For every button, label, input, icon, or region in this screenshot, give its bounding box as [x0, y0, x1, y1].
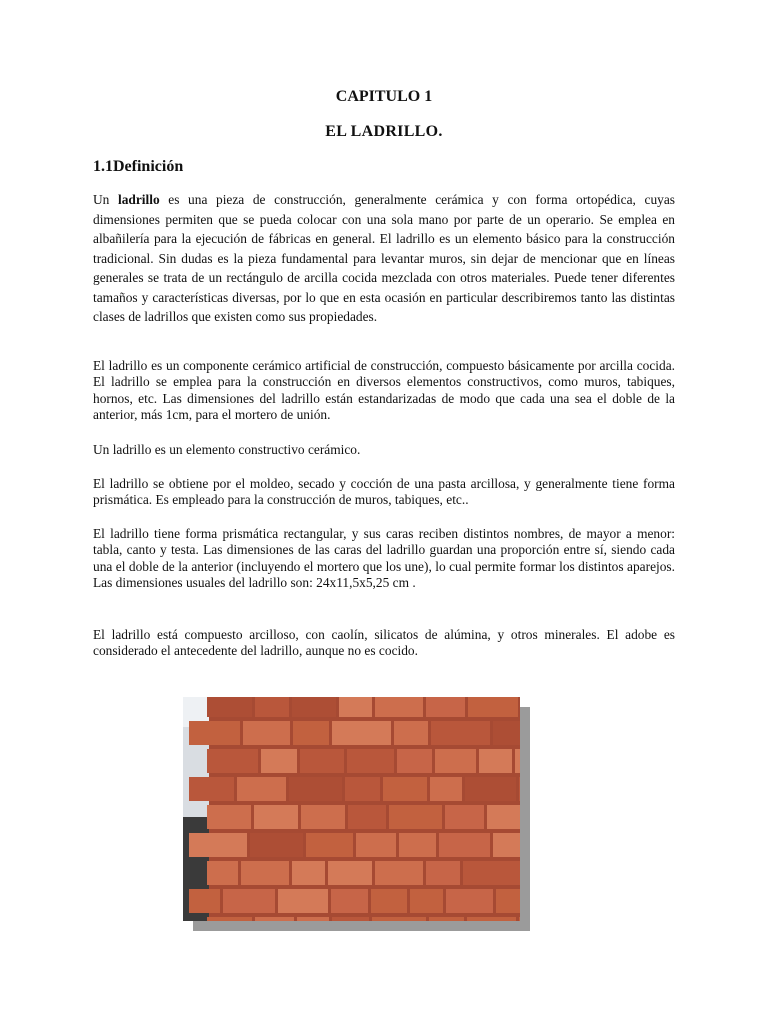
brick — [468, 697, 518, 717]
brick — [375, 697, 423, 717]
brick — [339, 697, 372, 717]
brick — [371, 889, 407, 913]
brick — [292, 697, 336, 717]
brick — [300, 749, 344, 773]
brick-stack-illustration — [183, 697, 520, 921]
brick — [515, 749, 520, 773]
brick — [189, 777, 234, 801]
brick — [223, 889, 275, 913]
brick — [399, 833, 436, 857]
brick — [496, 889, 520, 913]
paragraph-element: Un ladrillo es un elemento constructivo cerámico. — [93, 442, 361, 457]
brick — [410, 889, 443, 913]
brick — [289, 777, 342, 801]
paragraph-shape: El ladrillo tiene forma prismática rectangular, y sus caras reciben distintos nombres, de mayor a menor: tabla, canto y testa. Las dimensiones de las caras del ladrillo guardan una proporción entre sí, siendo cada una el doble de la anterior (incluyendo el mortero que los une), lo cual permite formar los distintos aparejos. Las dimensiones usuales del ladrillo son: 24x11,5x5,25 cm . — [93, 526, 675, 590]
brick-photo-figure — [183, 697, 520, 921]
brick — [207, 805, 251, 829]
brick — [292, 861, 325, 885]
brick — [332, 917, 369, 921]
brick — [389, 805, 442, 829]
brick — [426, 697, 465, 717]
brick — [189, 833, 247, 857]
brick — [347, 749, 394, 773]
brick — [465, 777, 516, 801]
paragraph-component: El ladrillo es un componente cerámico artificial de construcción, compuesto básicamente por arcilla cocida. El ladrillo se emplea para la construcción en diversos elementos constructivos, como muros, tabiques, hornos, etc. Las dimensiones del ladrillo están estandarizadas de modo que cada una sea el doble de la anterior, más 1cm, para el mortero de unión. — [93, 358, 675, 422]
brick — [479, 749, 512, 773]
brick — [394, 721, 428, 745]
bold-term: ladrillo — [117, 192, 160, 207]
brick — [345, 777, 380, 801]
brick — [430, 777, 462, 801]
paragraph-body-text: es una pieza de construcción, generalmente cerámica y con forma ortopédica, cuyas dimensiones permiten que se pueda colocar con una sola mano por parte de un operario. Se emplea en albañilería para la ejecución de fábricas en general. El ladrillo es un elemento básico para la construcción tradicional. Sin dudas es la pieza fundamental para levantar muros, sin dejar de mencionar que en líneas generales se trata de un rectángulo de arcilla cocida mezclada con otros materiales. Puede tener diferentes tamaños y características diversas, por lo que en esta ocasión en particular describiremos tanto las distintas clases de ladrillos que existen como sus propiedades. — [93, 192, 675, 324]
document-title: EL LADRILLO. — [325, 123, 443, 140]
brick — [356, 833, 396, 857]
brick — [446, 889, 493, 913]
brick — [519, 777, 520, 801]
brick — [493, 833, 520, 857]
brick — [254, 805, 298, 829]
brick — [278, 889, 328, 913]
brick — [429, 917, 464, 921]
brick — [519, 917, 520, 921]
brick — [250, 833, 303, 857]
brick — [261, 749, 297, 773]
brick — [306, 833, 353, 857]
section-heading: 1.1Definición — [93, 158, 184, 175]
brick — [435, 749, 476, 773]
brick — [439, 833, 490, 857]
brick — [493, 721, 520, 745]
brick — [207, 917, 252, 921]
brick — [375, 861, 423, 885]
brick — [372, 917, 426, 921]
brick — [207, 749, 258, 773]
brick — [255, 917, 294, 921]
brick — [348, 805, 386, 829]
brick — [301, 805, 345, 829]
brick — [445, 805, 484, 829]
brick — [431, 721, 490, 745]
brick — [331, 889, 368, 913]
brick — [463, 861, 520, 885]
brick — [207, 861, 238, 885]
brick — [328, 861, 372, 885]
brick — [189, 889, 220, 913]
brick — [255, 697, 289, 717]
brick — [293, 721, 329, 745]
brick — [467, 917, 516, 921]
paragraph-definition — [93, 190, 675, 327]
brick — [297, 917, 329, 921]
brick — [383, 777, 427, 801]
brick — [397, 749, 432, 773]
brick — [207, 697, 252, 717]
brick — [189, 721, 240, 745]
brick — [487, 805, 520, 829]
brick — [243, 721, 290, 745]
brick-stack-photo — [183, 697, 520, 921]
brick — [332, 721, 391, 745]
brick — [237, 777, 286, 801]
brick — [241, 861, 289, 885]
brick — [426, 861, 460, 885]
paragraph-production: El ladrillo se obtiene por el moldeo, secado y cocción de una pasta arcillosa, y generalmente tiene forma prismática. Es empleado para la construcción de muros, tabiques, etc.. — [93, 476, 675, 508]
paragraph-composition: El ladrillo está compuesto arcilloso, con caolín, silicatos de alúmina, y otros minerales. El adobe es considerado el antecedente del ladrillo, aunque no es cocido. — [93, 627, 675, 659]
chapter-heading: CAPITULO 1 — [335, 88, 433, 105]
paragraph-lead-text: Un — [93, 192, 118, 207]
